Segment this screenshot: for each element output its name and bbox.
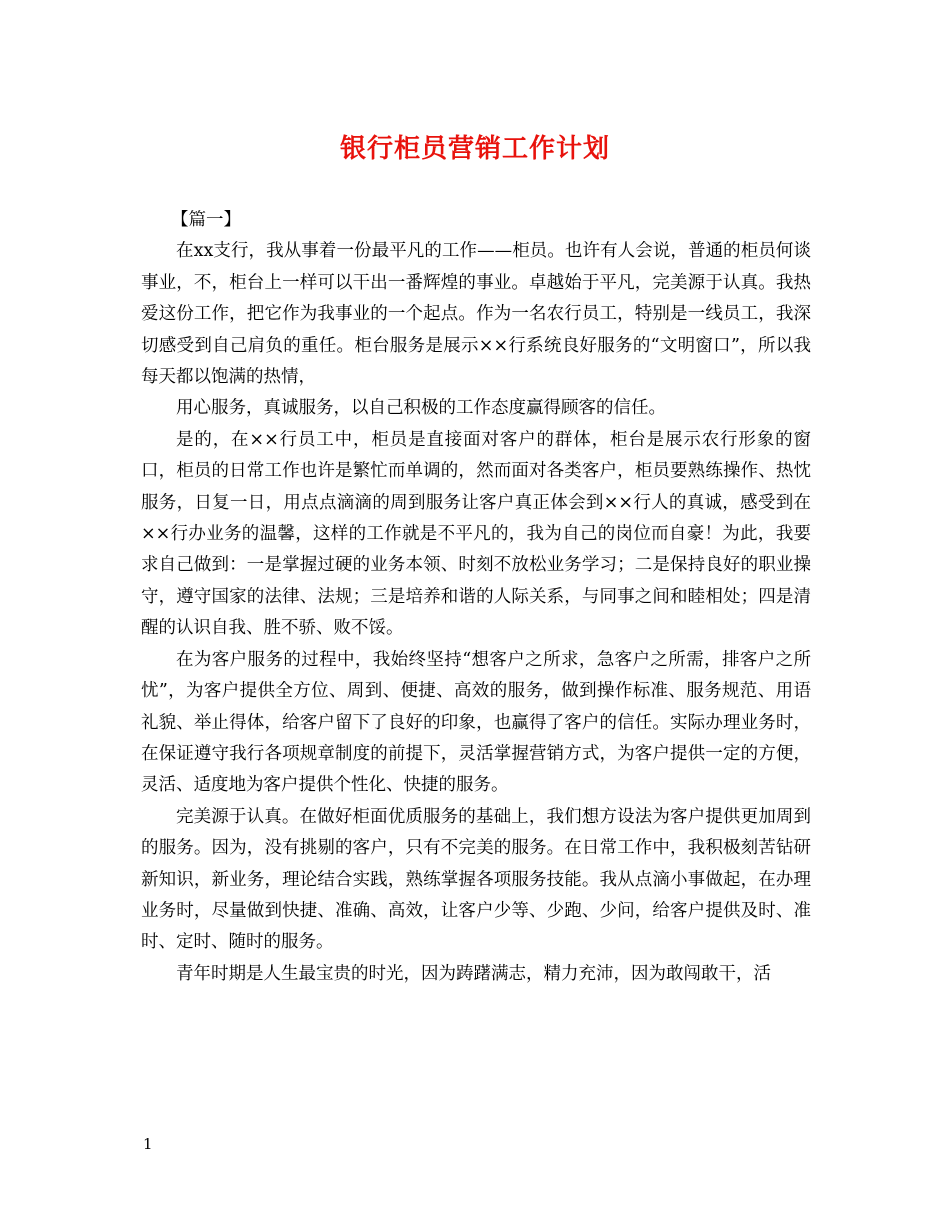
- section-heading: 【篇一】: [171, 210, 241, 230]
- document-body: [141, 205, 811, 990]
- page-number: 1: [143, 1135, 153, 1153]
- paragraph: 在为客户服务的过程中，我始终坚持“想客户之所求，急客户之所需，排客户之所忧”，为客户提供全方位、周到、便捷、高效的服务，做到操作标准、服务规范、用语礼貌、举止得体，给客户留下了良好的印象，也赢得了客户的信任。实际办理业务时，在保证遵守我行各项规章制度的前提下，灵活掌握营销方式，为客户提供一定的方便，灵活、适度地为客户提供个性化、快捷的服务。: [141, 649, 811, 796]
- paragraph: 是的，在××行员工中，柜员是直接面对客户的群体，柜台是展示农行形象的窗口，柜员的日常工作也许是繁忙而单调的，然而面对各类客户，柜员要熟练操作、热忱服务，日复一日，用点点滴滴的周到服务让客户真正体会到××行人的真诚，感受到在××行办业务的温馨，这样的工作就是不平凡的，我为自己的岗位而自豪！为此，我要求自己做到：一是掌握过硬的业务本领、时刻不放松业务学习；二是保持良好的职业操守，遵守国家的法律、法规；三是培养和谐的人际关系，与同事之间和睦相处；四是清醒的认识自我、胜不骄、败不馁。: [141, 429, 811, 639]
- document-title: 银行柜员营销工作计划: [339, 134, 610, 164]
- paragraph: 完美源于认真。在做好柜面优质服务的基础上，我们想方设法为客户提供更加周到的服务。因为，没有挑剔的客户，只有不完美的服务。在日常工作中，我积极刻苦钻研新知识，新业务，理论结合实践，熟练掌握各项服务技能。我从点滴小事做起，在办理业务时，尽量做到快捷、准确、高效，让客户少等、少跑、少问，给客户提供及时、准时、定时、随时的服务。: [141, 806, 811, 953]
- paragraph: 青年时期是人生最宝贵的时光，因为踌躇满志，精力充沛，因为敢闯敢干，活: [176, 963, 771, 984]
- paragraph: 在xx支行，我从事着一份最平凡的工作——柜员。也许有人会说，普通的柜员何谈事业，不，柜台上一样可以干出一番辉煌的事业。卓越始于平凡，完美源于认真。我热爱这份工作，把它作为我事业的一个起点。作为一名农行员工，特别是一线员工，我深切感受到自己肩负的重任。柜台服务是展示××行系统良好服务的“文明窗口”，所以我每天都以饱满的热情，: [141, 241, 811, 388]
- paragraph: 用心服务，真诚服务，以自己积极的工作态度赢得顾客的信任。: [176, 398, 666, 419]
